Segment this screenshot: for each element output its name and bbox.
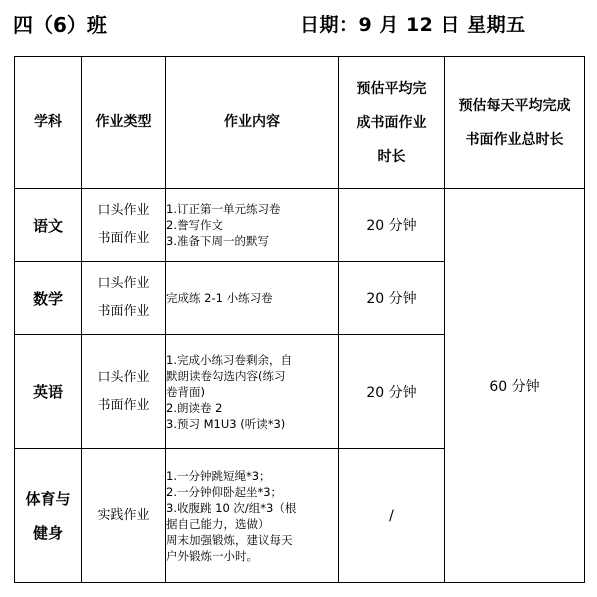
header-est-time-line: 预估平均完	[356, 80, 427, 97]
content-line: 卷背面)	[166, 384, 205, 399]
content-cell	[166, 449, 339, 583]
total-time-cell: 60 分钟	[445, 189, 585, 583]
type-item: 口头作业	[97, 369, 150, 385]
class-title: 四（6）班	[13, 13, 107, 37]
header-subject: 学科	[15, 57, 82, 189]
table-header-row	[15, 57, 585, 189]
type-item: 实践作业	[97, 507, 150, 523]
time-cell: /	[339, 449, 445, 583]
content-line: 3.准备下周一的默写	[166, 234, 269, 248]
content-line: 据自己能力，选做）	[166, 516, 270, 531]
type-item: 书面作业	[97, 304, 150, 319]
type-item: 书面作业	[97, 231, 150, 246]
homework-table	[14, 56, 585, 583]
time-cell: 20 分钟	[339, 262, 445, 335]
time-cell: 20 分钟	[339, 335, 445, 449]
content-line: 1.完成小练习卷剩余，自	[166, 352, 292, 367]
content-cell	[166, 262, 339, 335]
content-line: 1.订正第一单元练习卷	[166, 202, 281, 216]
subject-cell	[15, 449, 82, 583]
type-cell	[82, 189, 166, 262]
content-line: 3.收腹跳 10 次/组*3（根	[166, 500, 297, 515]
subject-cell: 英语	[15, 335, 82, 449]
type-item: 口头作业	[97, 203, 150, 218]
content-line: 默朗读卷勾选内容(练习	[166, 368, 286, 383]
subject-line: 体育与	[25, 489, 71, 508]
subject-cell: 语文	[15, 189, 82, 262]
date-title: 日期：9 月 12 日 星期五	[300, 14, 526, 36]
header-type: 作业类型	[82, 57, 166, 189]
content-line: 周末加强锻炼，建议每天	[166, 532, 293, 547]
type-item: 口头作业	[97, 276, 150, 291]
header-total-line: 书面作业总时长	[465, 131, 564, 148]
type-item: 书面作业	[97, 397, 150, 413]
content-line: 2.一分钟仰卧起坐*3；	[166, 484, 283, 499]
table-row	[15, 189, 585, 262]
header-total-line: 预估每天平均完成	[458, 97, 571, 114]
time-cell: 20 分钟	[339, 189, 445, 262]
content-line: 1.一分钟跳短绳*3；	[166, 468, 271, 483]
type-cell	[82, 449, 166, 583]
content-line: 2.誊写作文	[166, 218, 223, 232]
subject-cell: 数学	[15, 262, 82, 335]
content-cell	[166, 189, 339, 262]
content-line: 3.预习 M1U3 (听读*3)	[166, 416, 286, 431]
type-cell	[82, 335, 166, 449]
content-cell	[166, 335, 339, 449]
header-total	[445, 57, 585, 189]
header-est-time-line: 成书面作业	[356, 114, 427, 131]
content-line: 完成练 2-1 小练习卷	[166, 291, 273, 305]
content-line: 2.朗读卷 2	[166, 400, 223, 415]
header-est-time-line: 时长	[377, 148, 406, 165]
type-cell	[82, 262, 166, 335]
header-content: 作业内容	[166, 57, 339, 189]
subject-line: 健身	[32, 523, 63, 542]
header-est-time	[339, 57, 445, 189]
content-line: 户外锻炼一小时。	[166, 548, 258, 563]
